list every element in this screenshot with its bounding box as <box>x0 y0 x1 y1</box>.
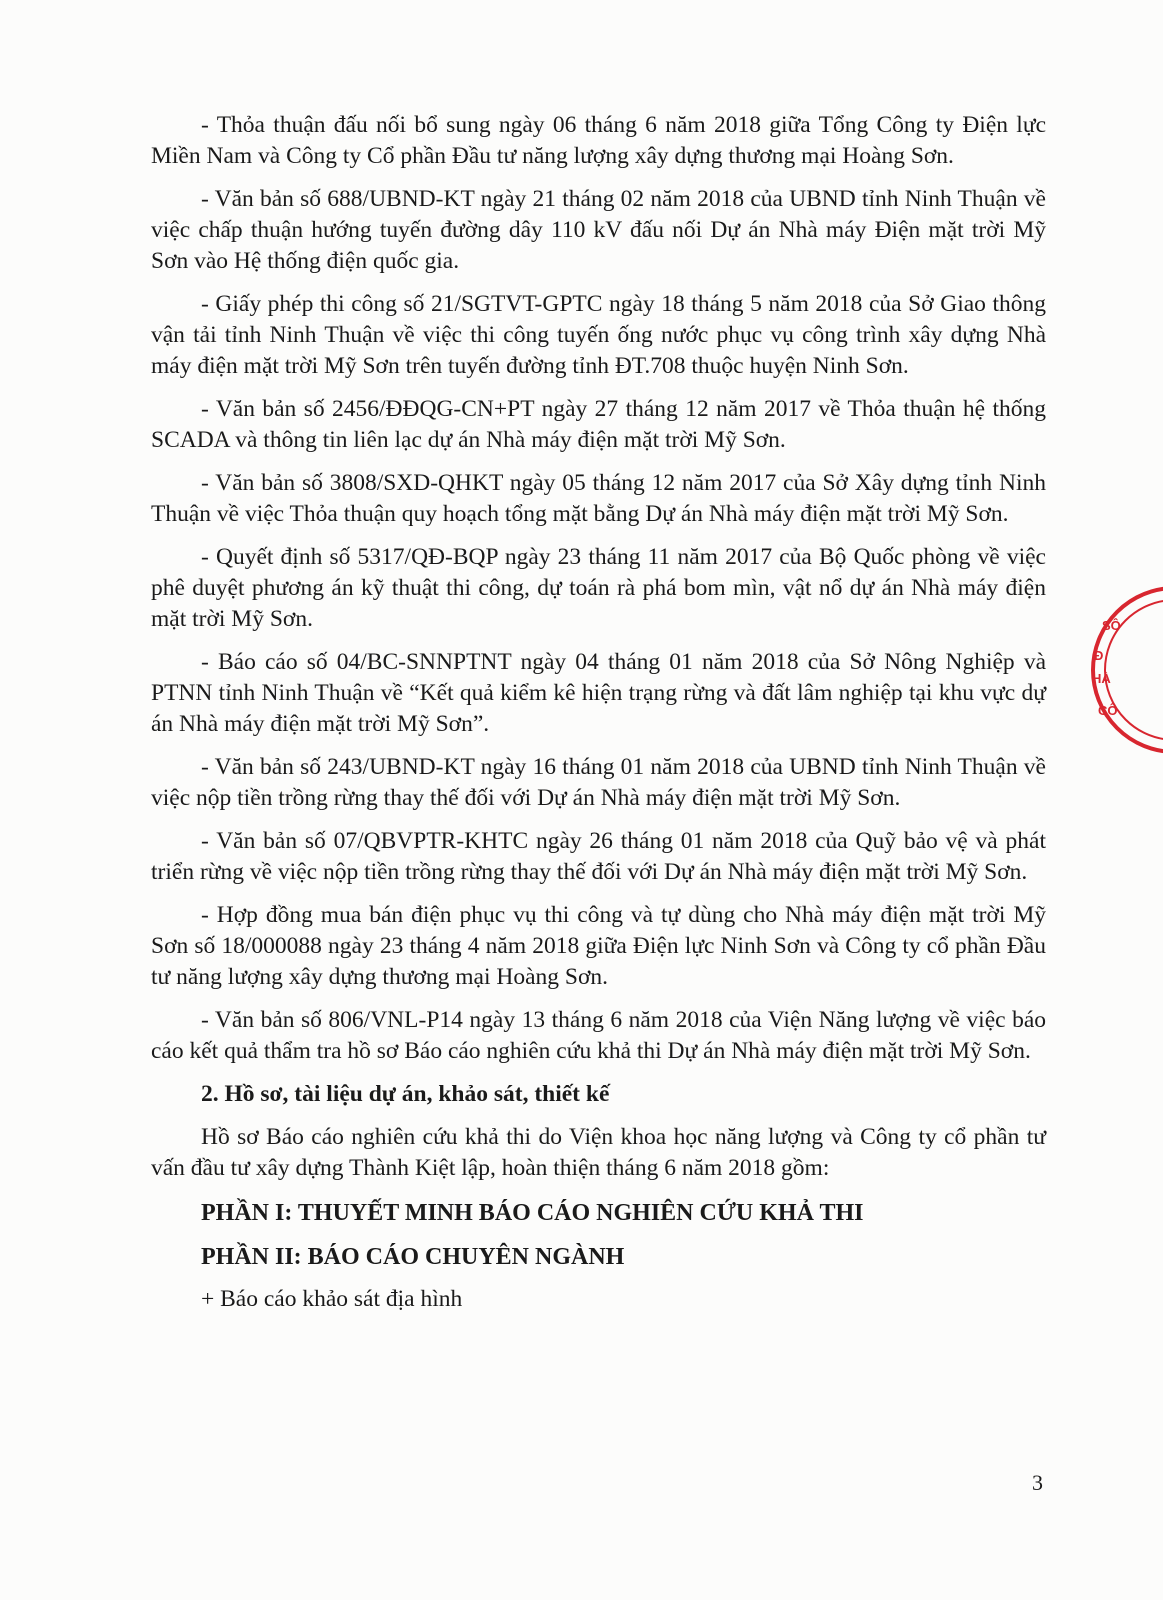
stamp-lettering: Đ <box>1094 648 1104 663</box>
document-paragraph: - Thỏa thuận đấu nối bổ sung ngày 06 tháng 6 năm 2018 giữa Tổng Công ty Điện lực Miền Nam và Công ty Cổ phần Đầu tư năng lượng xây dựng thương mại Hoàng Sơn. <box>151 112 1046 169</box>
red-stamp-seal <box>1080 575 1163 765</box>
stamp-lettering: HÀ <box>1092 671 1111 686</box>
stamp-lettering: SÔ <box>1102 618 1121 633</box>
part-heading: PHẦN I: THUYẾT MINH BÁO CÁO NGHIÊN CỨU KHẢ THI <box>201 1200 864 1226</box>
list-item: + Báo cáo khảo sát địa hình <box>201 1286 463 1312</box>
stamp-seal-icon <box>1080 575 1163 765</box>
stamp-outer-ring <box>1093 588 1163 752</box>
stamp-lettering: CÔ <box>1098 703 1118 718</box>
page-body <box>151 110 1046 1315</box>
section-intro: Hồ sơ Báo cáo nghiên cứu khả thi do Viện khoa học năng lượng và Công ty cổ phần tư vấn đầu tư xây dựng Thành Kiệt lập, hoàn thiện tháng 6 năm 2018 gồm: <box>151 1124 1046 1181</box>
section-heading: 2. Hồ sơ, tài liệu dự án, khảo sát, thiết kế <box>201 1081 610 1107</box>
document-paragraph: - Văn bản số 806/VNL-P14 ngày 13 tháng 6 năm 2018 của Viện Năng lượng về việc báo cáo kết quả thẩm tra hồ sơ Báo cáo nghiên cứu khả thi Dự án Nhà máy điện mặt trời Mỹ Sơn. <box>151 1007 1046 1064</box>
part-heading: PHẦN II: BÁO CÁO CHUYÊN NGÀNH <box>201 1244 625 1270</box>
document-paragraph: - Quyết định số 5317/QĐ-BQP ngày 23 tháng 11 năm 2017 của Bộ Quốc phòng về việc phê duyệt phương án kỹ thuật thi công, dự toán rà phá bom mìn, vật nổ dự án Nhà máy điện mặt trời Mỹ Sơn. <box>151 544 1046 632</box>
document-paragraph: - Giấy phép thi công số 21/SGTVT-GPTC ngày 18 tháng 5 năm 2018 của Sở Giao thông vận tải tỉnh Ninh Thuận về việc thi công tuyến ống nước phục vụ công trình xây dựng Nhà máy điện mặt trời Mỹ Sơn trên tuyến đường tỉnh ĐT.708 thuộc huyện Ninh Sơn. <box>151 291 1046 379</box>
page-number: 3 <box>1032 1470 1043 1495</box>
document-paragraph: - Văn bản số 07/QBVPTR-KHTC ngày 26 tháng 01 năm 2018 của Quỹ bảo vệ và phát triển rừng về việc nộp tiền trồng rừng thay thế đối với Dự án Nhà máy điện mặt trời Mỹ Sơn. <box>151 828 1046 885</box>
document-paragraph: - Văn bản số 2456/ĐĐQG-CN+PT ngày 27 tháng 12 năm 2017 về Thỏa thuận hệ thống SCADA và thông tin liên lạc dự án Nhà máy điện mặt trời Mỹ Sơn. <box>151 396 1046 453</box>
document-paragraph: - Văn bản số 3808/SXD-QHKT ngày 05 tháng 12 năm 2017 của Sở Xây dựng tỉnh Ninh Thuận về việc Thỏa thuận quy hoạch tổng mặt bằng Dự án Nhà máy điện mặt trời Mỹ Sơn. <box>151 470 1046 527</box>
document-paragraph: - Báo cáo số 04/BC-SNNPTNT ngày 04 tháng 01 năm 2018 của Sở Nông Nghiệp và PTNN tỉnh Ninh Thuận về “Kết quả kiểm kê hiện trạng rừng và đất lâm nghiệp tại khu vực dự án Nhà máy điện mặt trời Mỹ Sơn”. <box>151 649 1046 737</box>
document-paragraph: - Văn bản số 688/UBND-KT ngày 21 tháng 02 năm 2018 của UBND tỉnh Ninh Thuận về việc chấp thuận hướng tuyến đường dây 110 kV đấu nối Dự án Nhà máy Điện mặt trời Mỹ Sơn vào Hệ thống điện quốc gia. <box>151 186 1046 274</box>
document-paragraph: - Hợp đồng mua bán điện phục vụ thi công và tự dùng cho Nhà máy điện mặt trời Mỹ Sơn số 18/000088 ngày 23 tháng 4 năm 2018 giữa Điện lực Ninh Sơn và Công ty cổ phần Đầu tư năng lượng xây dựng thương mại Hoàng Sơn. <box>151 902 1046 990</box>
document-paragraph: - Văn bản số 243/UBND-KT ngày 16 tháng 01 năm 2018 của UBND tỉnh Ninh Thuận về việc nộp tiền trồng rừng thay thế đối với Dự án Nhà máy điện mặt trời Mỹ Sơn. <box>151 754 1046 811</box>
